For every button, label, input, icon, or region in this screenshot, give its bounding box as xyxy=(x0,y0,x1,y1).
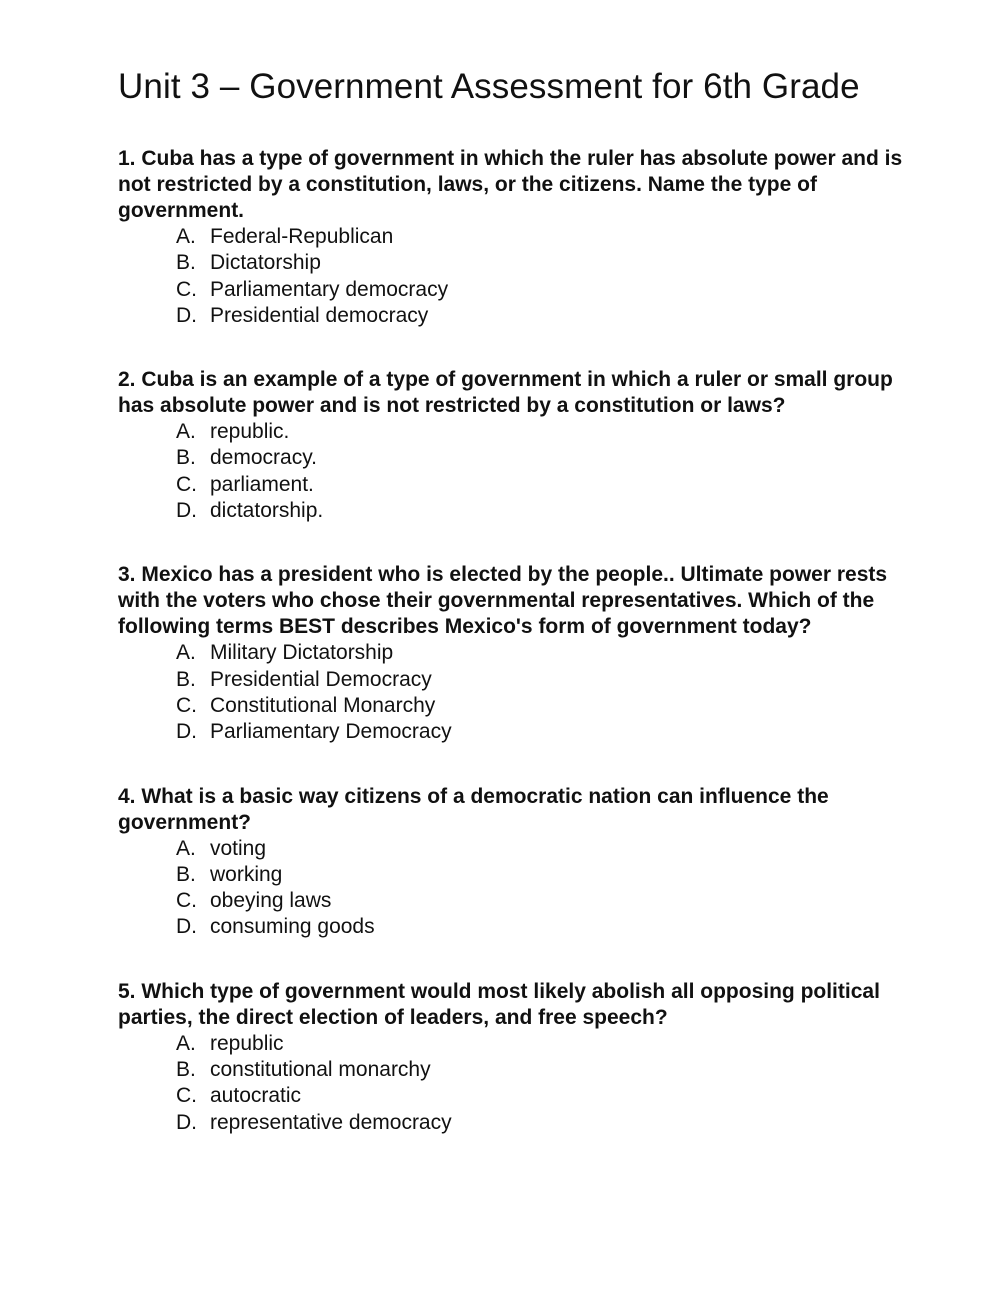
option-c xyxy=(176,888,918,914)
option-a xyxy=(176,1031,918,1057)
option-text: Parliamentary Democracy xyxy=(210,720,452,744)
option-c xyxy=(176,1083,918,1109)
question-5 xyxy=(118,979,918,1136)
option-letter: D. xyxy=(176,499,197,523)
option-text: republic xyxy=(210,1031,284,1055)
option-letter: D. xyxy=(176,1110,197,1134)
option-text: voting xyxy=(210,836,267,860)
question-2 xyxy=(118,367,918,524)
option-text: Dictatorship xyxy=(210,251,321,275)
option-letter: B. xyxy=(176,1058,196,1082)
option-b xyxy=(176,445,918,471)
option-text: Presidential Democracy xyxy=(210,667,432,691)
option-letter: A. xyxy=(176,836,196,860)
option-letter: A. xyxy=(176,225,196,248)
option-a xyxy=(176,836,918,862)
option-text: working xyxy=(210,862,283,886)
option-letter: D. xyxy=(176,915,197,939)
option-b xyxy=(176,1057,918,1083)
answer-options xyxy=(118,419,918,524)
question-text: 1. Cuba has a type of government in which the ruler has absolute power and is not restricted by a constitution, laws, or the citizens. Name the type of government. xyxy=(118,147,903,222)
option-text: Military Dictatorship xyxy=(210,641,394,665)
option-letter: B. xyxy=(176,667,196,691)
option-c xyxy=(176,277,918,303)
option-c xyxy=(176,693,918,719)
option-text: Presidential democracy xyxy=(210,303,429,327)
option-a xyxy=(176,224,918,250)
option-letter: A. xyxy=(176,641,196,665)
option-d xyxy=(176,719,918,745)
option-text: representative democracy xyxy=(210,1110,452,1134)
question-text: 5. Which type of government would most likely abolish all opposing political parties, the direct election of leaders, and free speech? xyxy=(118,979,880,1029)
option-d xyxy=(176,1110,918,1136)
option-text: Constitutional Monarchy xyxy=(210,693,436,717)
question-3 xyxy=(118,562,918,745)
option-letter: B. xyxy=(176,251,196,275)
option-text: consuming goods xyxy=(210,915,375,939)
option-letter: A. xyxy=(176,1031,196,1055)
option-d xyxy=(176,914,918,940)
question-4 xyxy=(118,784,918,941)
option-text: republic. xyxy=(210,420,290,444)
option-letter: C. xyxy=(176,277,197,301)
option-letter: D. xyxy=(176,303,197,327)
option-b xyxy=(176,862,918,888)
option-b xyxy=(176,667,918,693)
question-1 xyxy=(118,146,918,329)
option-text: democracy. xyxy=(210,446,317,470)
option-letter: B. xyxy=(176,862,196,886)
answer-options xyxy=(118,836,918,941)
option-text: constitutional monarchy xyxy=(210,1058,431,1082)
option-letter: A. xyxy=(176,420,196,444)
option-letter: C. xyxy=(176,889,197,913)
answer-options xyxy=(118,224,918,329)
worksheet-page xyxy=(118,64,918,1136)
option-letter: B. xyxy=(176,446,196,470)
option-text: obeying laws xyxy=(210,889,332,913)
question-text: 2. Cuba is an example of a type of government in which a ruler or small group has absolute power and is not restricted by a constitution or laws? xyxy=(118,368,893,418)
question-text: 3. Mexico has a president who is elected by the people.. Ultimate power rests with the voters who chose their governmental representatives. Which of the following terms BEST describes Mexico's form of government today? xyxy=(118,563,888,639)
option-letter: C. xyxy=(176,1084,197,1108)
answer-options xyxy=(118,1031,918,1136)
option-text: Federal-Republican xyxy=(210,225,394,248)
option-text: Parliamentary democracy xyxy=(210,277,449,301)
option-letter: C. xyxy=(176,693,197,717)
option-d xyxy=(176,498,918,524)
option-d xyxy=(176,303,918,329)
page-title: Unit 3 – Government Assessment for 6th Grade xyxy=(118,67,860,106)
option-text: autocratic xyxy=(210,1084,302,1108)
option-text: parliament. xyxy=(210,472,314,496)
question-text: 4. What is a basic way citizens of a democratic nation can influence the government? xyxy=(118,784,829,834)
option-c xyxy=(176,472,918,498)
option-letter: C. xyxy=(176,472,197,496)
option-letter: D. xyxy=(176,720,197,744)
option-a xyxy=(176,419,918,445)
option-text: dictatorship. xyxy=(210,499,324,523)
option-b xyxy=(176,250,918,276)
answer-options xyxy=(118,640,918,745)
option-a xyxy=(176,640,918,666)
